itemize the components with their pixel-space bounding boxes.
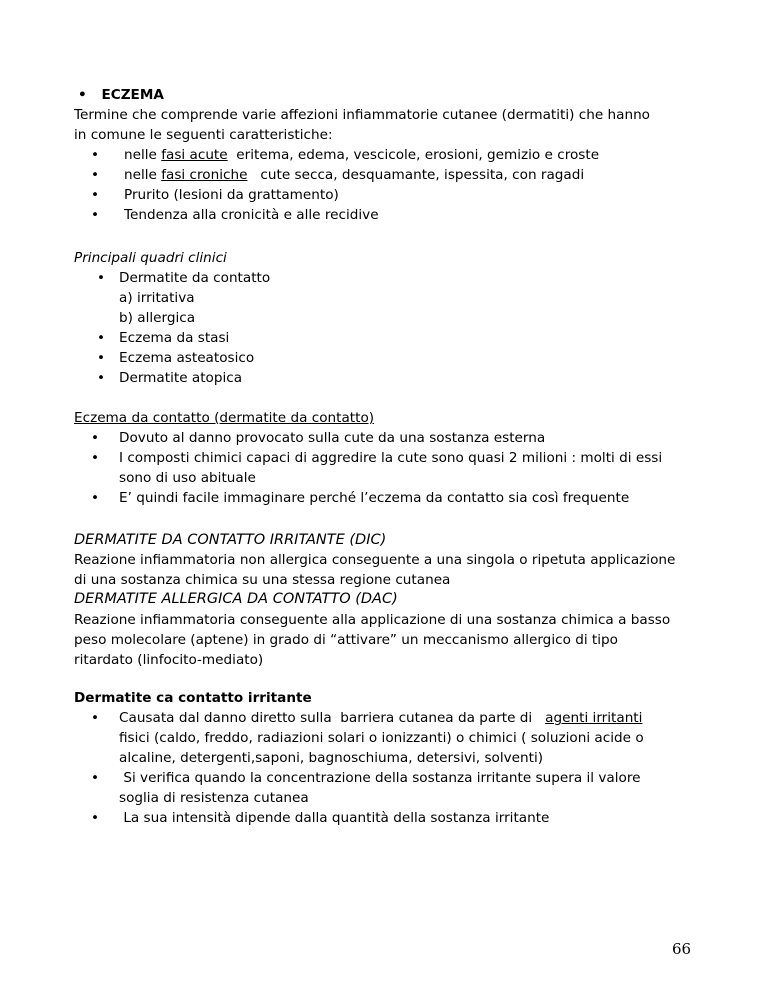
bullet-icon: • bbox=[91, 490, 100, 506]
item-text: E’ quindi facile immaginare perché l’eczema da contatto sia così frequente bbox=[119, 490, 630, 506]
quadri-sub-a: a) irritativa bbox=[119, 290, 195, 306]
item-rest: eritema, edema, vescicole, erosioni, gemizio e croste bbox=[227, 147, 600, 163]
fasi-acute-term: fasi acute bbox=[161, 147, 228, 163]
item-prefix: Causata dal danno diretto sulla barriera cutanea da parte di bbox=[119, 710, 546, 726]
bullet-icon: • bbox=[91, 710, 100, 726]
page-number: 66 bbox=[672, 940, 692, 958]
dic-line1: Reazione infiammatoria non allergica conseguente a una singola o ripetuta applicazione bbox=[74, 552, 676, 568]
bullet-icon: • bbox=[91, 810, 100, 826]
irritante-title: Dermatite ca contatto irritante bbox=[74, 690, 312, 706]
bullet-icon: • bbox=[97, 270, 106, 286]
agenti-irritanti-term: agenti irritanti bbox=[545, 710, 643, 726]
irritante-item-2-cont: soglia di resistenza cutanea bbox=[119, 790, 309, 806]
contatto-title: Eczema da contatto (dermatite da contatto) bbox=[74, 410, 375, 426]
dac-title: DERMATITE ALLERGICA DA CONTATTO (DAC) bbox=[74, 591, 398, 607]
bullet-icon: • bbox=[91, 430, 100, 446]
bullet-icon: • bbox=[97, 330, 106, 346]
item-text: Si verifica quando la concentrazione della sostanza irritante supera il valore bbox=[119, 770, 641, 786]
dic-line2: di una sostanza chimica su una stessa regione cutanea bbox=[74, 572, 451, 588]
quadri-sub-b: b) allergica bbox=[119, 310, 196, 326]
item-text: La sua intensità dipende dalla quantità della sostanza irritante bbox=[119, 810, 550, 826]
bullet-icon: • bbox=[91, 147, 100, 163]
contatto-item-2-cont: sono di uso abituale bbox=[119, 470, 256, 486]
dic-title: DERMATITE DA CONTATTO IRRITANTE (DIC) bbox=[74, 532, 387, 548]
item-text: Dermatite atopica bbox=[119, 370, 243, 386]
bullet-icon: • bbox=[91, 207, 100, 223]
item-text: Eczema asteatosico bbox=[119, 350, 255, 366]
item-text: Dovuto al danno provocato sulla cute da una sostanza esterna bbox=[119, 430, 546, 446]
item-text: I composti chimici capaci di aggredire la cute sono quasi 2 milioni : molti di essi bbox=[119, 450, 663, 466]
item-prefix: nelle bbox=[124, 147, 162, 163]
item-text: Prurito (lesioni da grattamento) bbox=[124, 187, 339, 203]
eczema-bullet: • bbox=[78, 87, 87, 103]
irritante-item-1-cont1: fisici (caldo, freddo, radiazioni solari o ionizzanti) o chimici ( soluzioni acide o bbox=[119, 730, 644, 746]
dac-line2: peso molecolare (aptene) in grado di “attivare” un meccanismo allergico di tipo bbox=[74, 632, 618, 648]
eczema-heading bbox=[78, 85, 164, 105]
bullet-icon: • bbox=[91, 450, 100, 466]
bullet-icon: • bbox=[97, 350, 106, 366]
item-text: Eczema da stasi bbox=[119, 330, 230, 346]
item-text: Dermatite da contatto bbox=[119, 270, 271, 286]
item-prefix: nelle bbox=[124, 167, 162, 183]
bullet-icon: • bbox=[91, 187, 100, 203]
item-rest: cute secca, desquamante, ispessita, con ragadi bbox=[247, 167, 585, 183]
dac-line3: ritardato (linfocito-mediato) bbox=[74, 652, 264, 668]
fasi-croniche-term: fasi croniche bbox=[161, 167, 248, 183]
dac-line1: Reazione infiammatoria conseguente alla applicazione di una sostanza chimica a basso bbox=[74, 612, 671, 628]
quadri-title: Principali quadri clinici bbox=[74, 250, 227, 266]
bullet-icon: • bbox=[91, 167, 100, 183]
bullet-icon: • bbox=[97, 370, 106, 386]
eczema-intro-line2: in comune le seguenti caratteristiche: bbox=[74, 127, 333, 143]
eczema-title: ECZEMA bbox=[101, 87, 164, 103]
bullet-icon: • bbox=[91, 770, 100, 786]
irritante-item-1-cont2: alcaline, detergenti,saponi, bagnoschiuma, detersivi, solventi) bbox=[119, 750, 544, 766]
item-text: Tendenza alla cronicità e alle recidive bbox=[124, 207, 379, 223]
eczema-intro-line1: Termine che comprende varie affezioni infiammatorie cutanee (dermatiti) che hanno bbox=[74, 107, 651, 123]
